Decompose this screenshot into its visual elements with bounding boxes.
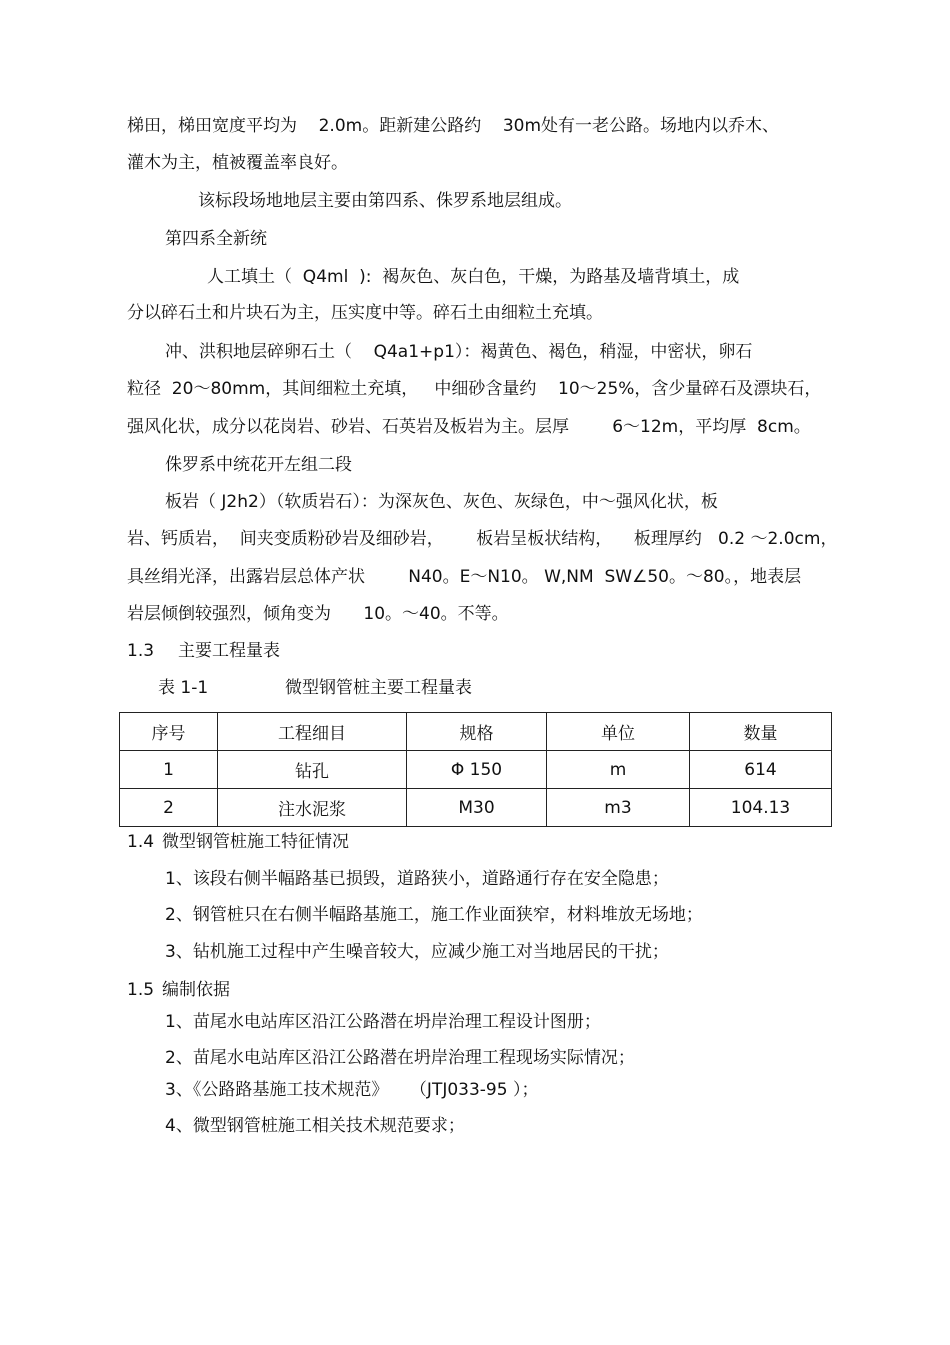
list-item: 3、《公路路基施工技术规范》 （JTJ033-95 ）； bbox=[165, 1080, 539, 1100]
section-title: 主要工程量表 bbox=[178, 641, 280, 661]
paragraph-line: 粒径 20～80mm，其间细粒土充填， 中细砂含量约 10～25%，含少量碎石及漂块石， bbox=[127, 379, 822, 399]
table-cell: m bbox=[547, 751, 690, 789]
table-cell: 1 bbox=[120, 751, 218, 789]
list-item: 4、微型钢管桩施工相关技术规范要求； bbox=[165, 1116, 465, 1136]
section-title: 微型钢管桩施工特征情况 bbox=[162, 832, 349, 852]
table-cell: 104.13 bbox=[690, 789, 832, 827]
table-cell: 钻孔 bbox=[218, 751, 407, 789]
subsection-heading: 第四系全新统 bbox=[165, 229, 267, 249]
table-caption-title: 微型钢管桩主要工程量表 bbox=[285, 678, 472, 698]
subsection-heading: 侏罗系中统花开左组二段 bbox=[165, 455, 352, 475]
table-caption-label: 表 1-1 bbox=[158, 678, 209, 698]
list-item: 3、钻机施工过程中产生噪音较大，应减少施工对当地居民的干扰； bbox=[165, 942, 669, 962]
paragraph-line: 人工填土（ Q4ml ): 褐灰色、灰白色，干燥，为路基及墙背填土，成 bbox=[207, 267, 740, 287]
column-header: 数量 bbox=[690, 713, 832, 751]
table-cell: 614 bbox=[690, 751, 832, 789]
table-cell: M30 bbox=[407, 789, 547, 827]
table-row bbox=[120, 751, 832, 789]
table-header-row bbox=[120, 713, 832, 751]
paragraph-line: 该标段场地地层主要由第四系、侏罗系地层组成。 bbox=[198, 191, 572, 211]
column-header: 工程细目 bbox=[218, 713, 407, 751]
table-cell: 2 bbox=[120, 789, 218, 827]
paragraph-line: 岩、钙质岩， 间夹变质粉砂岩及细砂岩， 板岩呈板状结构， 板理厚约 0.2 ～2.0cm， bbox=[127, 529, 838, 549]
section-number: 1.5 bbox=[127, 980, 155, 1000]
list-item: 1、苗尾水电站库区沿江公路潜在坍岸治理工程设计图册； bbox=[165, 1012, 601, 1032]
column-header: 序号 bbox=[120, 713, 218, 751]
paragraph-line: 板岩（ J2h2）（软质岩石）：为深灰色、灰色、灰绿色，中～强风化状，板 bbox=[165, 492, 718, 512]
quantity-table bbox=[119, 712, 832, 827]
column-header: 单位 bbox=[547, 713, 690, 751]
list-item: 2、苗尾水电站库区沿江公路潜在坍岸治理工程现场实际情况； bbox=[165, 1048, 635, 1068]
paragraph-line: 灌木为主，植被覆盖率良好。 bbox=[127, 153, 348, 173]
paragraph-line: 岩层倾倒较强烈，倾角变为 10。～40。不等。 bbox=[127, 604, 509, 624]
paragraph-line: 强风化状，成分以花岗岩、砂岩、石英岩及板岩为主。层厚 6～12m，平均厚 8cm。 bbox=[127, 417, 811, 437]
paragraph-line: 梯田，梯田宽度平均为 2.0m。距新建公路约 30m处有一老公路。场地内以乔木、 bbox=[127, 116, 780, 136]
list-item: 2、钢管桩只在右侧半幅路基施工，施工作业面狭窄，材料堆放无场地； bbox=[165, 905, 703, 925]
paragraph-line: 分以碎石土和片块石为主，压实度中等。碎石土由细粒土充填。 bbox=[127, 303, 603, 323]
table-cell: 注水泥浆 bbox=[218, 789, 407, 827]
table-cell: m3 bbox=[547, 789, 690, 827]
paragraph-line: 冲、洪积地层碎卵石土（ Q4a1+p1）：褐黄色、褐色，稍湿，中密状，卵石 bbox=[165, 342, 753, 362]
paragraph-line: 具丝绢光泽，出露岩层总体产状 N40。E～N10。 W,NM SW∠50。～80。，地表层 bbox=[127, 567, 802, 587]
section-title: 编制依据 bbox=[162, 980, 230, 1000]
list-item: 1、该段右侧半幅路基已损毁，道路狭小，道路通行存在安全隐患； bbox=[165, 869, 669, 889]
column-header: 规格 bbox=[407, 713, 547, 751]
table-row bbox=[120, 789, 832, 827]
section-number: 1.3 bbox=[127, 641, 155, 661]
table-cell: Φ 150 bbox=[407, 751, 547, 789]
section-number: 1.4 bbox=[127, 832, 155, 852]
